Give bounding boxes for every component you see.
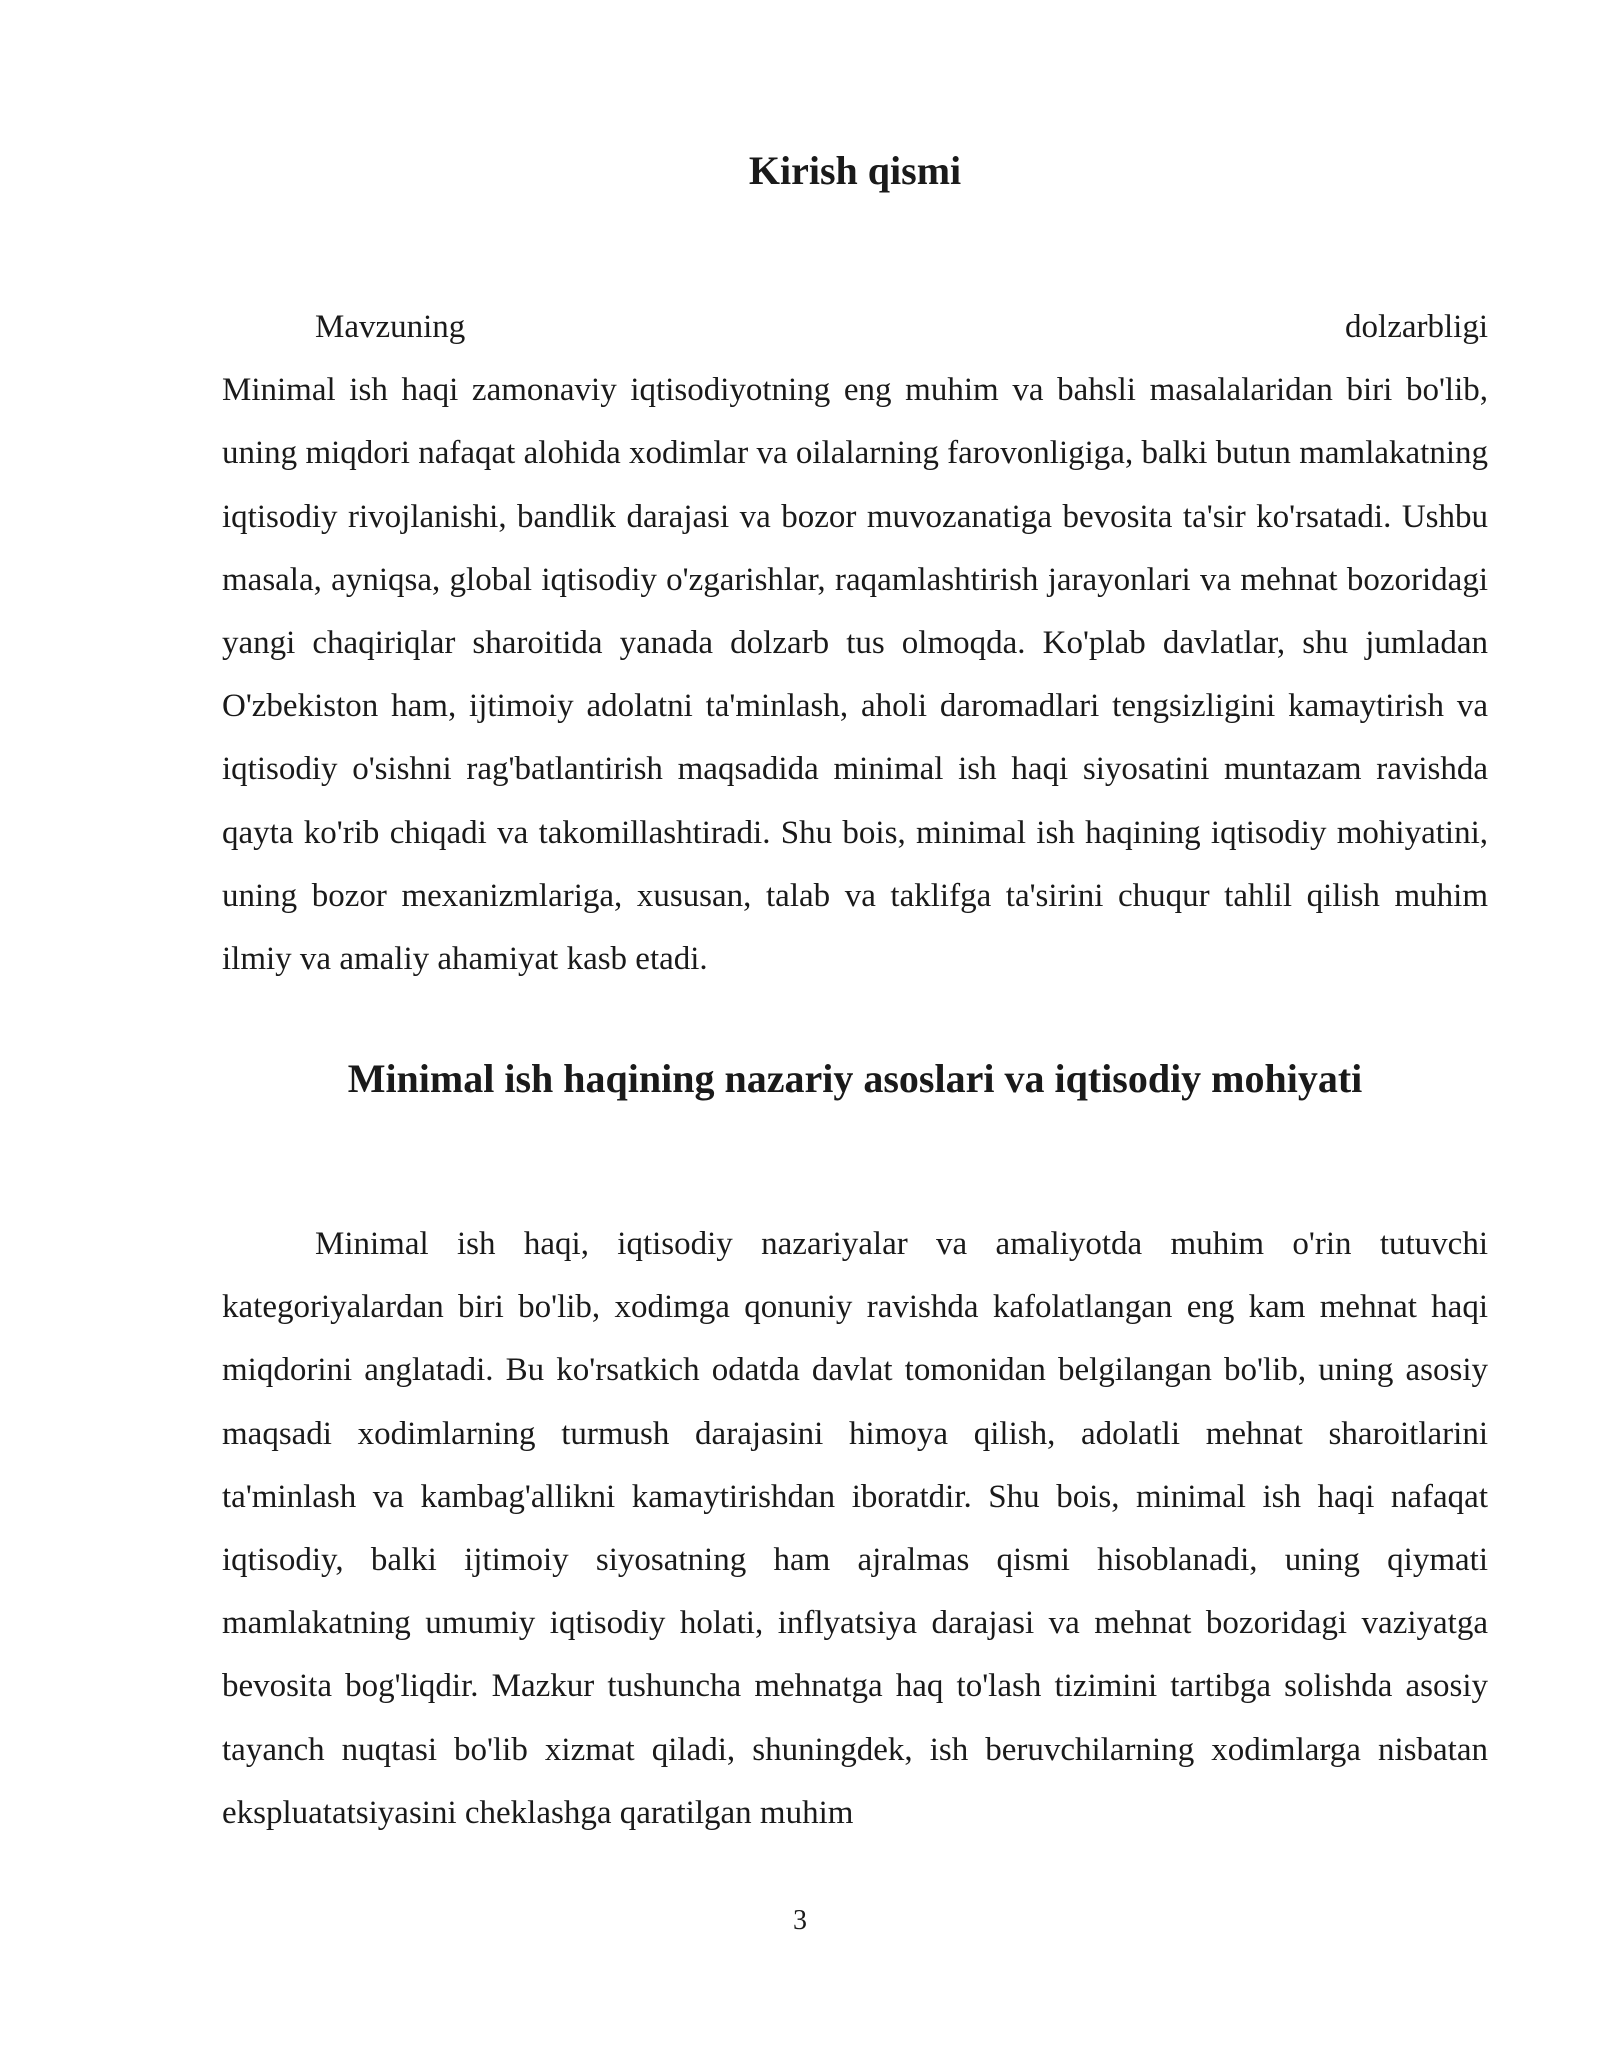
intro-title: Kirish qismi — [748, 148, 962, 193]
intro-section — [222, 296, 1488, 991]
intro-paragraph: Minimal ish haqi zamonaviy iqtisodiyotning eng muhim va bahsli masalalaridan biri bo'lib, uning miqdori nafaqat alohida xodimlar va oilalarning farovonligiga, balki butun mamlakatning iqtisodiy rivojlanishi, bandlik darajasi va bozor muvozanatiga bevosita ta'sir ko'rsatadi. Ushbu masala, ayniqsa, global iqtisodiy o'zgarishlar, raqamlashtirish jarayonlari va mehnat bozoridagi yangi chaqiriqlar sharoitida yanada dolzarb tus olmoqda. Ko'plab davlatlar, shu jumladan O'zbekiston ham, ijtimoiy adolatni ta'minlash, aholi daromadlari tengsizligini kamaytirish va iqtisodiy o'sishni rag'batlantirish maqsadida minimal ish haqi siyosatini muntazam ravishda qayta ko'rib chiqadi va takomillashtiradi. Shu bois, minimal ish haqining iqtisodiy mohiyatini, uning bozor mexanizmlariga, xususan, talab va taklifga ta'sirini chuqur tahlil qilish muhim ilmiy va amaliy ahamiyat kasb etadi. — [222, 372, 1488, 978]
topic-relevance-line — [222, 296, 1488, 359]
lead-right-word: dolzarbligi — [1345, 309, 1488, 345]
section-paragraph: Minimal ish haqi, iqtisodiy nazariyalar va amaliyotda muhim o'rin tutuvchi kategoriyalardan biri bo'lib, xodimga qonuniy ravishda kafolatlangan eng kam mehnat haqi miqdorini anglatadi. Bu ko'rsatkich odatda davlat tomonidan belgilangan bo'lib, uning asosiy maqsadi xodimlarning turmush darajasini himoya qilish, adolatli mehnat sharoitlarini ta'minlash va kambag'allikni kamaytirishdan iboratdir. Shu bois, minimal ish haqi nafaqat iqtisodiy, balki ijtimoiy siyosatning ham ajralmas qismi hisoblanadi, uning qiymati mamlakatning umumiy iqtisodiy holati, inflyatsiya darajasi va mehnat bozoridagi vaziyatga bevosita bog'liqdir. Mazkur tushuncha mehnatga haq to'lash tizimini tartibga solishda asosiy tayanch nuqtasi bo'lib xizmat qiladi, shuningdek, ish beruvchilarning xodimlarga nisbatan ekspluatatsiyasini cheklashga qaratilgan muhim — [222, 1226, 1488, 1831]
theory-section — [222, 1213, 1488, 1845]
section-title: Minimal ish haqining nazariy asoslari va iqtisodiy mohiyati — [347, 1056, 1363, 1101]
lead-left-word: Mavzuning — [315, 309, 466, 345]
page-number: 3 — [793, 1905, 807, 1936]
